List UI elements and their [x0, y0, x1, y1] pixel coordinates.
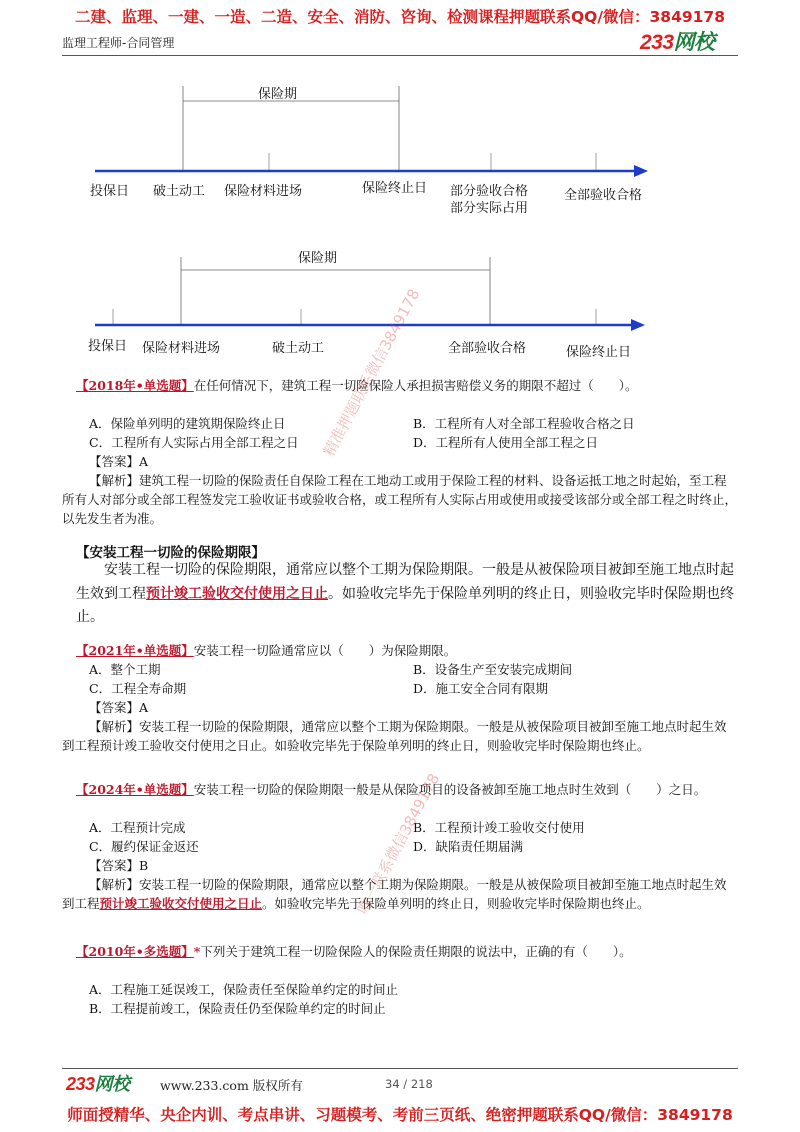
footer-logo: 233网校	[66, 1074, 130, 1094]
option-b: B．工程所有人对全部工程验收合格之日	[413, 416, 635, 431]
question-2010-stem: 【2010年•多选题】*下列关于建筑工程一切险保险人的保险责任期限的说法中，正确的有（ ）。	[76, 944, 632, 959]
question-2018-stem: 【2018年•单选题】在任何情况下，建筑工程一切险保险人承担损害赔偿义务的期限不超过（ ）。	[76, 378, 638, 393]
diagram1-label: 部分验收合格	[450, 184, 529, 199]
brand-logo: 233网校	[640, 31, 715, 54]
option-c: C．履约保证金返还	[89, 839, 199, 854]
option-b: B．工程提前竣工，保险责任仍至保险单约定的时间止	[89, 1001, 386, 1016]
option-b: B．设备生产至安装完成期间	[413, 662, 573, 677]
diagram1-label: 保险终止日	[362, 181, 428, 196]
header-subtitle: 监理工程师-合同管理	[62, 36, 175, 50]
option-d: D．施工安全合同有限期	[413, 681, 549, 696]
section-paragraph: 安装工程一切险的保险期限，通常应以整个工期为保险期限。一般是从被保险项目被卸至施工地点时起生效到工程预计竣工验收交付使用之日止。如验收完毕先于保险单列明的终止日，则验收完毕时保险期也终止。	[76, 562, 734, 625]
option-a: A．整个工期	[89, 662, 161, 677]
diagram1-period-label: 保险期	[258, 87, 298, 102]
question-2021-stem: 【2021年•单选题】安装工程一切险通常应以（ ）为保险期限。	[76, 643, 457, 658]
footer-copyright: www.233.com 版权所有	[160, 1078, 303, 1093]
option-a: A．工程施工延误竣工，保险责任至保险单约定的时间止	[89, 982, 399, 997]
diagram2-label: 投保日	[88, 339, 128, 354]
diagram1-label: 保险材料进场	[224, 184, 303, 199]
timeline-arrowhead-1	[634, 165, 648, 177]
answer: 【答案】A	[89, 454, 149, 469]
diagram1-label: 全部验收合格	[564, 188, 643, 203]
answer: 【答案】B	[89, 858, 149, 873]
diagram2-label: 保险材料进场	[142, 341, 221, 356]
diagram1-label: 部分实际占用	[450, 201, 529, 216]
option-d: D．缺陷责任期届满	[413, 839, 524, 854]
page-number: 34 / 218	[385, 1077, 433, 1091]
question-2024-stem: 【2024年•单选题】安装工程一切险的保险期限一般是从保险项目的设备被卸至施工地点时生效到（ ）之日。	[76, 782, 707, 797]
watermark-text: 唯一联系微信3849178	[353, 770, 444, 918]
footer-banner: 师面授精华、央企内训、考点串讲、习题模考、考前三页纸、绝密押题联系QQ/微信：3849178	[67, 1106, 733, 1124]
option-d: D．工程所有人使用全部工程之日	[413, 435, 599, 450]
option-a: A．工程预计完成	[89, 820, 186, 835]
option-b: B．工程预计竣工验收交付使用	[413, 820, 585, 835]
answer: 【答案】A	[89, 700, 149, 715]
option-c: C．工程所有人实际占用全部工程之日	[89, 435, 299, 450]
analysis: 【解析】安装工程一切险的保险期限，通常应以整个工期为保险期限。一般是从被保险项目被卸至施工地点时起生效到工程预计竣工验收交付使用之日止。如验收完毕先于保险单列明的终止日，则验收完毕时保险期也终止。	[62, 877, 727, 911]
diagram2-label: 全部验收合格	[448, 341, 527, 356]
header-banner: 二建、监理、一建、一造、二造、安全、消防、咨询、检测课程押题联系QQ/微信：3849178	[74, 8, 725, 26]
analysis: 【解析】安装工程一切险的保险期限，通常应以整个工期为保险期限。一般是从被保险项目被卸至施工地点时起生效到工程预计竣工验收交付使用之日止。如验收完毕先于保险单列明的终止日，则验收完毕时保险期也终止。	[62, 719, 727, 753]
diagram1-label: 投保日	[90, 184, 130, 199]
option-c: C．工程全寿命期	[89, 681, 187, 696]
diagram2-label: 保险终止日	[566, 345, 632, 360]
watermark-text: 精准押题联系微信3849178	[319, 285, 424, 460]
section-title: 【安装工程一切险的保险期限】	[76, 545, 265, 561]
option-a: A．保险单列明的建筑期保险终止日	[89, 416, 286, 431]
footer-divider	[62, 1068, 738, 1069]
timeline-arrowhead-2	[631, 319, 645, 331]
diagram2-label: 破土动工	[272, 341, 325, 356]
analysis: 【解析】建筑工程一切险的保险责任自保险工程在工地动工或用于保险工程的材料、设备运抵工地之时起始，至工程所有人对部分或全部工程签发完工验收证书或验收合格，或工程所有人实际占用或使用或接受该部分或全部工程之时终止，以先发生者为准。	[62, 473, 738, 526]
diagram2-period-label: 保险期	[298, 251, 338, 266]
diagram1-label: 破土动工	[153, 184, 206, 199]
